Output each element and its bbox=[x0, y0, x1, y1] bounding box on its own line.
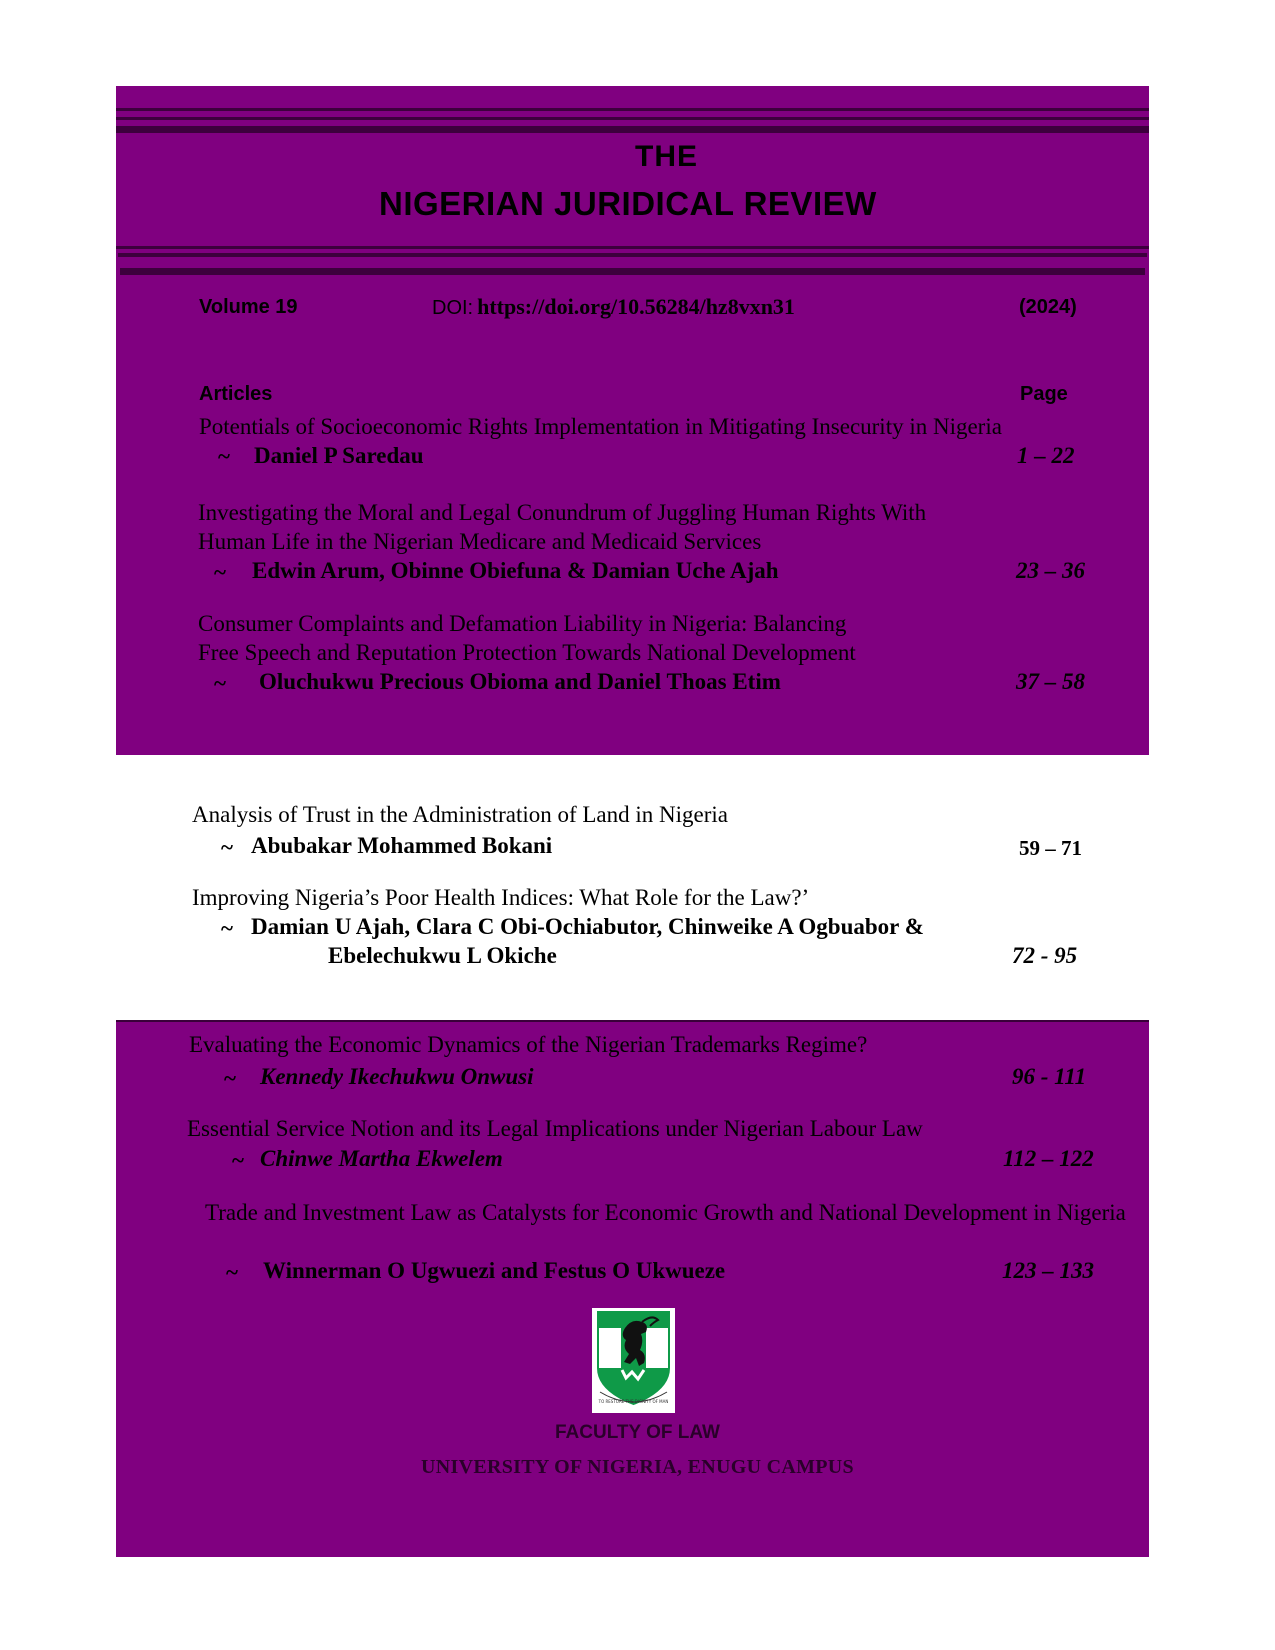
article-title[interactable]: Trade and Investment Law as Catalysts for Economic Growth and National Development in Nigeria bbox=[205, 1200, 1126, 1225]
article-pages: 112 – 122 bbox=[1003, 1146, 1094, 1171]
article-pages: 1 – 22 bbox=[1017, 443, 1075, 468]
article-authors: Oluchukwu Precious Obioma and Daniel Thoas Etim bbox=[259, 669, 781, 694]
article-pages: 123 – 133 bbox=[1002, 1258, 1094, 1283]
top-rule-2 bbox=[116, 117, 1149, 120]
journal-the: THE bbox=[635, 140, 698, 173]
title-rule-2 bbox=[118, 253, 1147, 257]
article-authors: Kennedy Ikechukwu Onwusi bbox=[260, 1064, 534, 1089]
article-authors: Damian U Ajah, Clara C Obi-Ochiabutor, Chinweike A Ogbuabor & bbox=[251, 914, 924, 939]
article-title[interactable]: Essential Service Notion and its Legal Implications under Nigerian Labour Law bbox=[187, 1116, 923, 1141]
author-tilde: ~ bbox=[232, 1148, 244, 1173]
author-tilde: ~ bbox=[221, 916, 233, 941]
article-title-line-2[interactable]: Human Life in the Nigerian Medicare and Medicaid Services bbox=[198, 529, 762, 554]
volume-label: Volume 19 bbox=[199, 296, 298, 318]
article-title[interactable]: Potentials of Socioeconomic Rights Implementation in Mitigating Insecurity in Nigeria bbox=[199, 414, 1002, 439]
article-authors: Abubakar Mohammed Bokani bbox=[251, 833, 553, 858]
author-tilde: ~ bbox=[214, 560, 226, 585]
article-title[interactable]: Investigating the Moral and Legal Conundrum of Juggling Human Rights With bbox=[198, 500, 927, 525]
university-crest bbox=[592, 1308, 675, 1413]
journal-title: NIGERIAN JURIDICAL REVIEW bbox=[379, 185, 877, 222]
author-tilde: ~ bbox=[214, 671, 226, 696]
author-tilde: ~ bbox=[221, 835, 233, 860]
article-title[interactable]: Improving Nigeria’s Poor Health Indices: What Role for the Law?’ bbox=[192, 885, 810, 910]
article-pages: 72 - 95 bbox=[1012, 943, 1078, 968]
article-pages: 23 – 36 bbox=[1016, 558, 1085, 583]
article-authors: Daniel P Saredau bbox=[254, 443, 424, 468]
year-label: (2024) bbox=[1019, 296, 1077, 318]
article-title[interactable]: Analysis of Trust in the Administration of Land in Nigeria bbox=[192, 802, 728, 827]
doi-prefix: DOI: bbox=[432, 297, 474, 319]
article-title[interactable]: Evaluating the Economic Dynamics of the Nigerian Trademarks Regime? bbox=[189, 1032, 868, 1057]
faculty-label: FACULTY OF LAW bbox=[554, 1422, 720, 1443]
article-authors: Winnerman O Ugwuezi and Festus O Ukwueze bbox=[263, 1258, 726, 1283]
crest-icon bbox=[592, 1308, 675, 1413]
university-label: UNIVERSITY OF NIGERIA, ENUGU CAMPUS bbox=[421, 1456, 854, 1478]
title-rule-1 bbox=[116, 246, 1149, 249]
article-pages: 59 – 71 bbox=[1019, 836, 1082, 860]
article-authors-line-2: Ebelechukwu L Okiche bbox=[328, 943, 557, 968]
articles-header: Articles bbox=[199, 383, 273, 405]
title-rule-3 bbox=[120, 268, 1145, 275]
author-tilde: ~ bbox=[224, 1066, 236, 1091]
page-header: Page bbox=[1020, 383, 1068, 405]
crest-motto: TO RESTORE THE DIGNITY OF MAN bbox=[598, 1399, 669, 1404]
top-rule-1 bbox=[116, 108, 1149, 111]
article-authors: Chinwe Martha Ekwelem bbox=[260, 1146, 503, 1171]
article-title[interactable]: Consumer Complaints and Defamation Liability in Nigeria: Balancing bbox=[198, 611, 847, 636]
article-authors: Edwin Arum, Obinne Obiefuna & Damian Uche Ajah bbox=[252, 558, 779, 583]
doi-link[interactable]: https://doi.org/10.56284/hz8vxn31 bbox=[477, 294, 795, 319]
article-title-line-2[interactable]: Free Speech and Reputation Protection Towards National Development bbox=[198, 640, 856, 665]
article-pages: 96 - 111 bbox=[1012, 1064, 1087, 1089]
doi-line bbox=[432, 294, 795, 320]
author-tilde: ~ bbox=[226, 1260, 238, 1285]
top-rule-3 bbox=[116, 126, 1149, 133]
article-pages: 37 – 58 bbox=[1016, 669, 1085, 694]
author-tilde: ~ bbox=[218, 444, 230, 469]
